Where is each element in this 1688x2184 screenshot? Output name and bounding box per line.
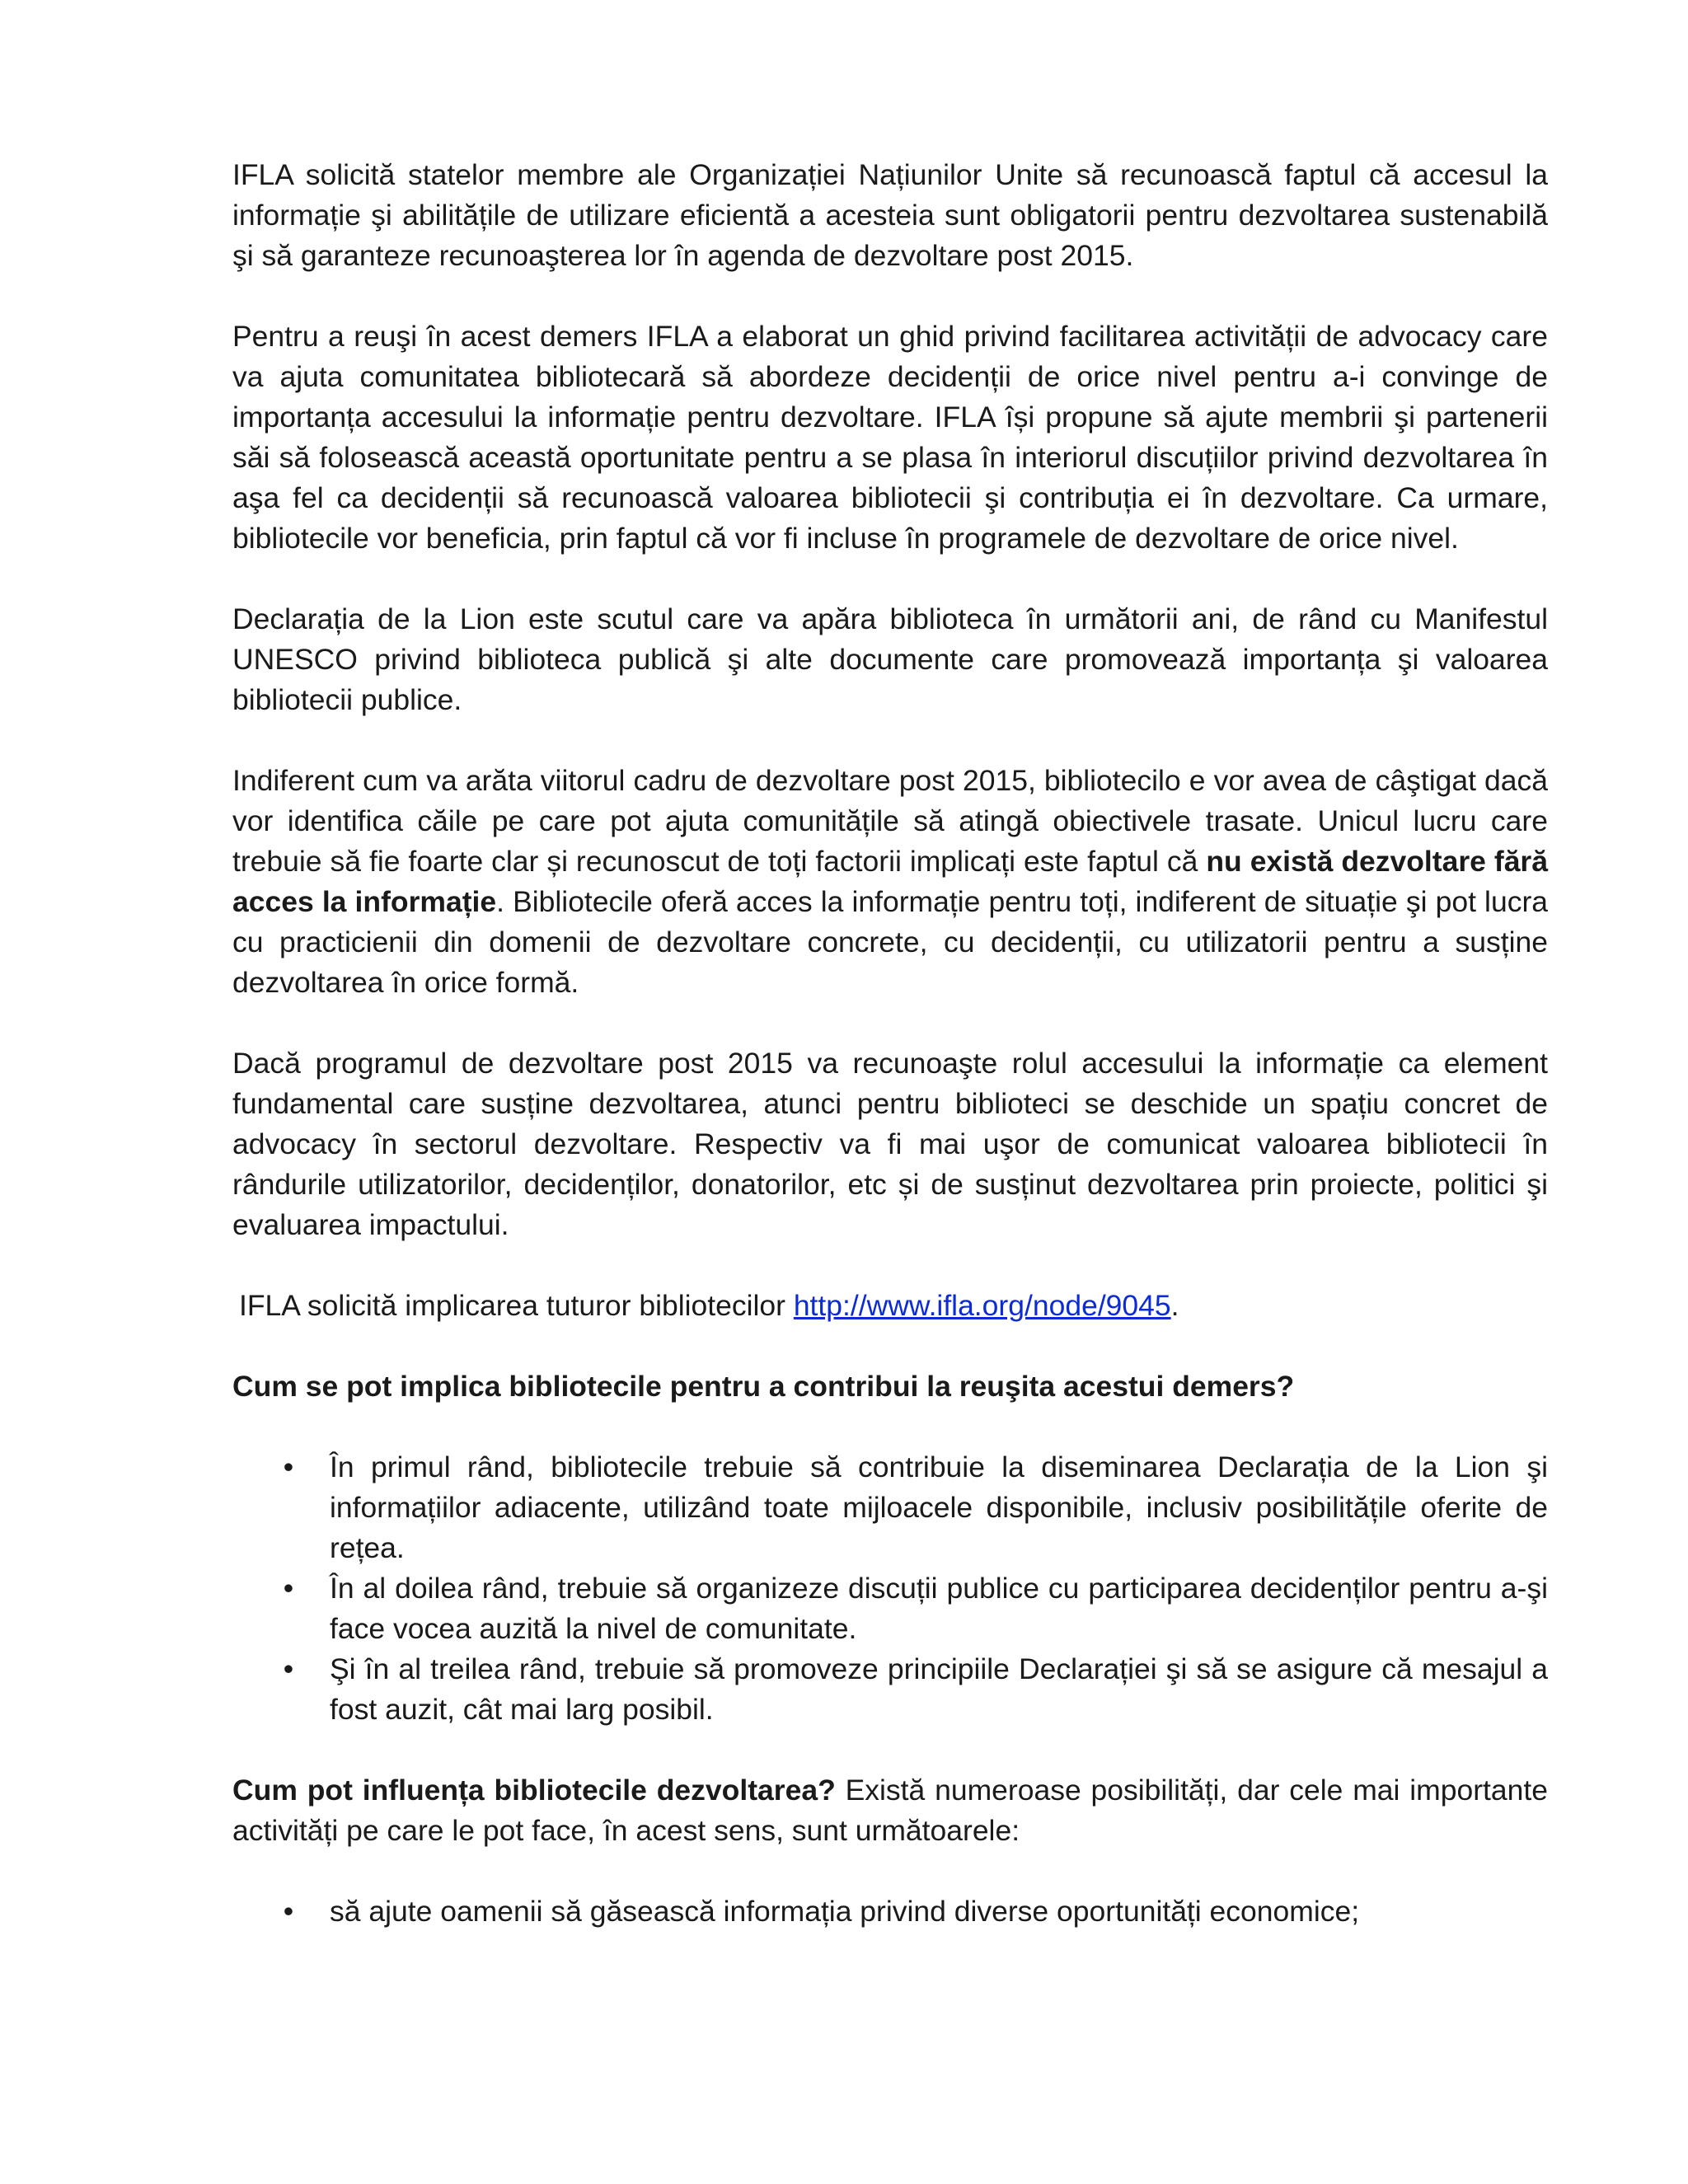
paragraph-post-2015-program: Dacă programul de dezvoltare post 2015 va recunoaşte rolul accesului la informație ca element fundamental care susține dezvoltarea, atunci pentru biblioteci se deschide un spațiu concret de advocacy în sectorul dezvoltare. Respectiv va fi mai uşor de comunicat valoarea bibliotecii în rândurile utilizatorilor, decidenților, donatorilor, etc și de susținut dezvoltarea prin proiecte, politici şi evaluarea impactului.: [232, 1047, 1548, 1241]
bullet-icon: •: [283, 1451, 294, 1483]
paragraph-advocacy-guide: Pentru a reuşi în acest demers IFLA a elaborat un ghid privind facilitarea activității de advocacy care va ajuta comunitatea bibliotecară să abordeze decidenții de orice nivel pentru a-i convinge de importanța accesului la informație pentru dezvoltare. IFLA își propune să ajute membrii şi partenerii săi să folosească această oportunitate pentru a se plasa în interiorul discuțiilor privind dezvoltarea în aşa fel ca decidenții să recunoască valoarea bibliotecii şi contribuția ei în dezvoltare. Ca urmare, bibliotecile vor beneficia, prin faptul că vor fi incluse în programele de dezvoltare de orice nivel.: [232, 320, 1548, 555]
paragraph-text: .: [1170, 1289, 1179, 1322]
paragraph-ifla-request: IFLA solicită statelor membre ale Organizației Națiunilor Unite să recunoască faptul că accesul la informație şi abilitățile de utilizare eficientă a acesteia sunt obligatorii pentru dezvoltarea sustenabilă şi să garanteze recunoaşterea lor în agenda de dezvoltare post 2015.: [232, 158, 1548, 272]
document-page: [232, 155, 1548, 1972]
paragraph-development-framework: [232, 761, 1548, 1003]
list-item: [283, 1447, 1548, 1568]
paragraph-text: Indiferent cum va arăta viitorul cadru de dezvoltare post 2015, bibliotecilo e vor avea de câştigat dacă vor identifica căile pe care pot ajuta comunitățile să atingă obiectivele trasate. Unicul lucru care trebuie să fie foarte clar și recunoscut de toți factorii implicați este faptul că: [232, 764, 1548, 878]
list-item-text: Şi în al treilea rând, trebuie să promoveze principiile Declarației şi să se asigure că mesajul a fost auzit, cât mai larg posibil.: [330, 1652, 1548, 1726]
bullet-icon: •: [283, 1652, 294, 1685]
bullet-icon: •: [283, 1572, 294, 1605]
paragraph-influence-development: [232, 1770, 1548, 1851]
emphasis-text: nu există dezvoltare fără acces la informație: [232, 845, 1548, 918]
section-heading-influence: Cum pot influența bibliotecile dezvoltarea?: [232, 1774, 836, 1807]
paragraph-text: IFLA solicită implicarea tuturor bibliotecilor: [239, 1289, 794, 1322]
influence-list: [232, 1891, 1548, 1932]
list-item: [283, 1891, 1548, 1932]
paragraph-ifla-call: [232, 1286, 1548, 1326]
paragraph-text: Există numeroase posibilități, dar cele mai importante activități pe care le pot face, în acest sens, sunt următoarele:: [232, 1774, 1548, 1847]
list-item: [283, 1649, 1548, 1730]
list-item-text: În primul rând, bibliotecile trebuie să contribuie la diseminarea Declarația de la Lion şi informațiilor adiacente, utilizând toate mijloacele disponibile, inclusiv posibilitățile oferite de rețea.: [330, 1451, 1548, 1564]
involvement-list: [232, 1447, 1548, 1730]
section-heading-involvement: Cum se pot implica bibliotecile pentru a contribui la reuşita acestui demers?: [232, 1370, 1295, 1403]
list-item-text: să ajute oamenii să găsească informația privind diverse oportunități economice;: [330, 1895, 1360, 1928]
bullet-icon: •: [283, 1895, 294, 1928]
paragraph-text: . Bibliotecile oferă acces la informație pentru toți, indiferent de situație şi pot lucra cu practicienii din domenii de dezvoltare concrete, cu decidenții, cu utilizatorii pentru a susține dezvoltarea în orice formă.: [232, 885, 1549, 999]
list-item-text: În al doilea rând, trebuie să organizeze discuții publice cu participarea decidenților pentru a-şi face vocea auzită la nivel de comunitate.: [330, 1572, 1548, 1645]
list-item: [283, 1568, 1548, 1649]
ifla-node-link[interactable]: http://www.ifla.org/node/9045: [793, 1289, 1171, 1322]
paragraph-lyon-declaration: Declarația de la Lion este scutul care va apăra biblioteca în următorii ani, de rând cu Manifestul UNESCO privind biblioteca publică şi alte documente care promovează importanța şi valoarea bibliotecii publice.: [232, 602, 1548, 716]
